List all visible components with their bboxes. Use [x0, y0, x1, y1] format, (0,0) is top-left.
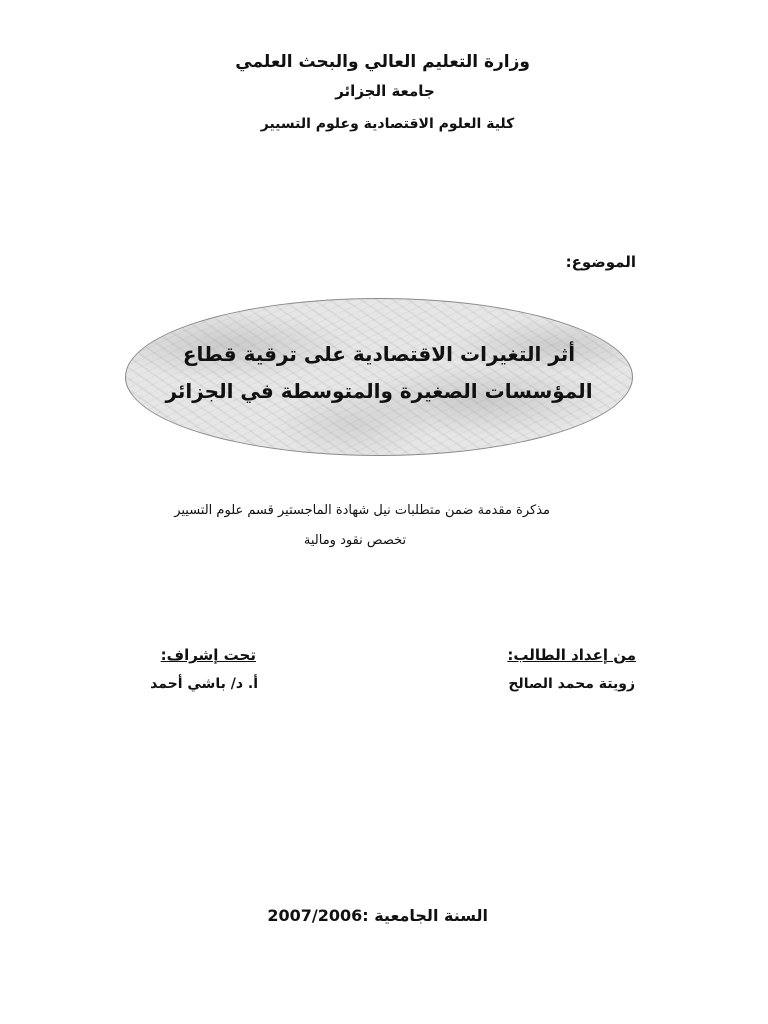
- student-name: زويتة محمد الصالح: [508, 676, 635, 692]
- thesis-title-line-2: المؤسسات الصغيرة والمتوسطة في الجزائر: [165, 379, 593, 403]
- memo-description: مذكرة مقدمة ضمن متطلبات نيل شهادة الماجستير قسم علوم التسيير: [174, 503, 550, 518]
- thesis-title-line-1: أثر التغيرات الاقتصادية على ترقية قطاع: [182, 342, 576, 366]
- memo-specialty: تخصص نقود ومالية: [303, 533, 407, 548]
- faculty-heading: كلية العلوم الاقتصادية وعلوم التسيير: [260, 116, 515, 132]
- thesis-title-ellipse: [125, 298, 633, 456]
- academic-year: السنة الجامعية :2007/2006: [267, 906, 488, 925]
- ministry-heading: وزارة التعليم العالي والبحث العلمي: [235, 52, 530, 72]
- supervision-label: تحت إشراف:: [160, 646, 256, 664]
- subject-label: الموضوع:: [565, 253, 636, 271]
- university-heading: جامعة الجزائر: [335, 82, 435, 100]
- supervisor-name: أ. د/ باشي أحمد: [150, 676, 258, 692]
- prepared-by-label: من إعداد الطالب:: [507, 646, 636, 664]
